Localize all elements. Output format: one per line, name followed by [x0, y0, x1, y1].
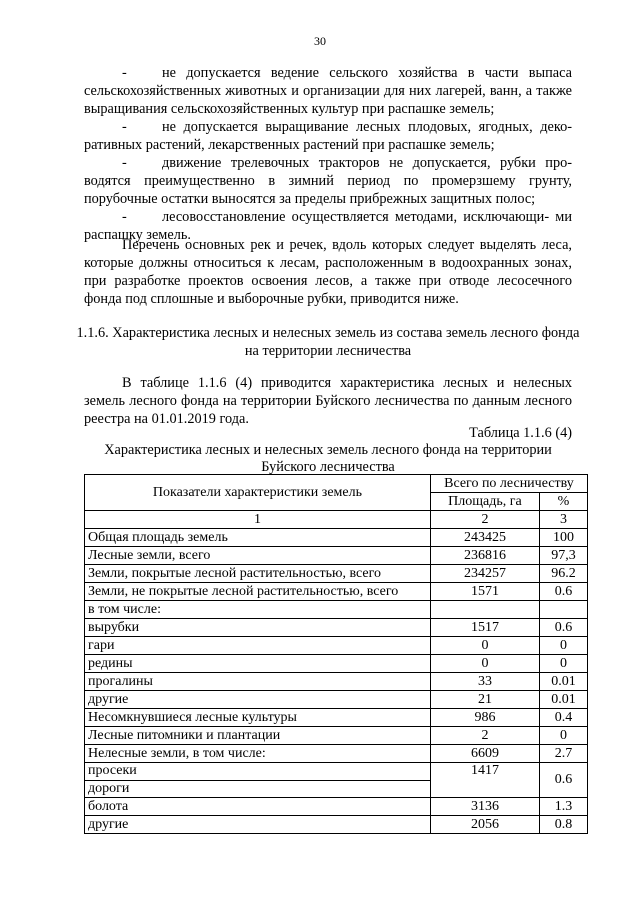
row-area: 6609 [430, 745, 539, 763]
row-area: 2 [430, 727, 539, 745]
bullet-continuation: ми распашку земель. [84, 209, 572, 243]
row-area: 33 [430, 673, 539, 691]
row-area: 236816 [430, 547, 539, 565]
row-area: 1417 [430, 763, 539, 798]
table-row-merged [85, 763, 588, 798]
row-percent: 96.2 [540, 565, 588, 583]
row-name: Лесные земли, всего [85, 547, 431, 565]
bullet-item [84, 118, 572, 154]
table-row [85, 745, 588, 763]
row-percent: 0.01 [540, 691, 588, 709]
row-percent: 2.7 [540, 745, 588, 763]
row-percent: 97,3 [540, 547, 588, 565]
row-name: Несомкнувшиеся лесные культуры [85, 709, 431, 727]
table-row [85, 529, 588, 547]
table-title: Характеристика лесных и нелесных земель лесного фонда на территории Буйского лесничества [104, 442, 552, 475]
bullet-item [84, 64, 572, 118]
row-name: редины [85, 655, 431, 673]
row-name: Лесные питомники и плантации [85, 727, 431, 745]
row-name: другие [85, 691, 431, 709]
table-row [85, 709, 588, 727]
bullet-dash: - [122, 155, 127, 171]
row-area: 21 [430, 691, 539, 709]
header-area: Площадь, га [430, 493, 539, 511]
bullet-first-line: не допускается выращивание лесных плодовых, ягодных, деко- [162, 119, 572, 135]
row-name: просеки [85, 763, 430, 781]
header-indicators: Показатели характеристики земель [85, 475, 431, 511]
row-name: Земли, не покрытые лесной растительностью, всего [85, 583, 431, 601]
row-percent: 0 [540, 655, 588, 673]
row-name: в том числе: [85, 601, 431, 619]
row-name: Нелесные земли, в том числе: [85, 745, 431, 763]
row-percent: 0 [540, 727, 588, 745]
bullet-continuation: водятся преимущественно в зимний период по промерзшему грунту, порубочные остатки выносятся за пределы прибрежных защитных полос; [84, 173, 572, 207]
table-row [85, 673, 588, 691]
row-area: 3136 [430, 798, 539, 816]
bullet-dash: - [122, 209, 127, 225]
table-row [85, 547, 588, 565]
row-area: 0 [430, 637, 539, 655]
bullet-dash: - [122, 119, 127, 135]
bullet-continuation: сельскохозяйственных животных и организации для них лагерей, ванн, а также выращивания сельскохозяйственных культур при распашке земель; [84, 83, 572, 117]
row-percent: 0.4 [540, 709, 588, 727]
row-name: Земли, покрытые лесной растительностью, всего [85, 565, 431, 583]
row-name: вырубки [85, 619, 431, 637]
header-total-group: Всего по лесничеству [430, 475, 587, 493]
table-row [85, 583, 588, 601]
row-area: 986 [430, 709, 539, 727]
table-row [85, 565, 588, 583]
row-area: 1571 [430, 583, 539, 601]
table-row [85, 601, 588, 619]
rivers-paragraph: Перечень основных рек и речек, вдоль которых следует выделять леса, которые должны относиться к лесам, расположенным в водоохранных зонах, при разработке проектов освоения лесов, а также при отводе лесосечного фонда под сплошные и выборочные рубки, приводится ниже. [84, 237, 572, 307]
table-row [85, 816, 588, 834]
table-column-number-row [85, 511, 588, 529]
row-area [430, 601, 539, 619]
table-label: Таблица 1.1.6 (4) [469, 425, 572, 441]
row-percent: 0.6 [540, 619, 588, 637]
section-heading: 1.1.6. Характеристика лесных и нелесных земель из состава земель лесного фонда на территории лесничества [76, 325, 580, 359]
row-percent: 0 [540, 637, 588, 655]
row-percent: 0.01 [540, 673, 588, 691]
row-name: Общая площадь земель [85, 529, 431, 547]
table-row [85, 798, 588, 816]
table-row [85, 727, 588, 745]
row-area: 234257 [430, 565, 539, 583]
table-row [85, 691, 588, 709]
row-percent: 1.3 [540, 798, 588, 816]
row-name: другие [85, 816, 431, 834]
row-name: прогалины [85, 673, 431, 691]
row-name: дороги [88, 781, 130, 796]
row-percent: 0.8 [540, 816, 588, 834]
row-name-pair [85, 763, 431, 798]
row-area: 0 [430, 655, 539, 673]
column-number-3: 3 [540, 511, 588, 529]
bullet-list [84, 64, 572, 244]
bullet-first-line: движение трелевочных тракторов не допускается, рубки про- [162, 155, 572, 171]
bullet-first-line: не допускается ведение сельского хозяйства в части выпаса [162, 65, 572, 81]
page-number: 30 [314, 34, 326, 48]
land-characteristics-table [84, 474, 588, 834]
table-intro-paragraph: В таблице 1.1.6 (4) приводится характеристика лесных и нелесных земель лесного фонда на территории Буйского лесничества по данным лесного реестра на 01.01.2019 года. [84, 375, 572, 427]
row-percent: 0.6 [540, 763, 588, 798]
bullet-dash: - [122, 65, 127, 81]
column-number-1: 1 [85, 511, 431, 529]
table-row [85, 637, 588, 655]
row-area: 1517 [430, 619, 539, 637]
bullet-continuation: ративных растений, лекарственных растений при распашке земель; [84, 137, 495, 153]
table-row [85, 655, 588, 673]
row-percent: 100 [540, 529, 588, 547]
bullet-first-line: лесовосстановление осуществляется методами, исключающи- [162, 209, 550, 225]
table-row [85, 619, 588, 637]
row-percent [540, 601, 588, 619]
table-header-row [85, 475, 588, 493]
bullet-item [84, 154, 572, 208]
row-name: болота [85, 798, 431, 816]
row-area: 2056 [430, 816, 539, 834]
row-percent: 0.6 [540, 583, 588, 601]
row-area: 243425 [430, 529, 539, 547]
row-name: гари [85, 637, 431, 655]
header-percent: % [540, 493, 588, 511]
column-number-2: 2 [430, 511, 539, 529]
